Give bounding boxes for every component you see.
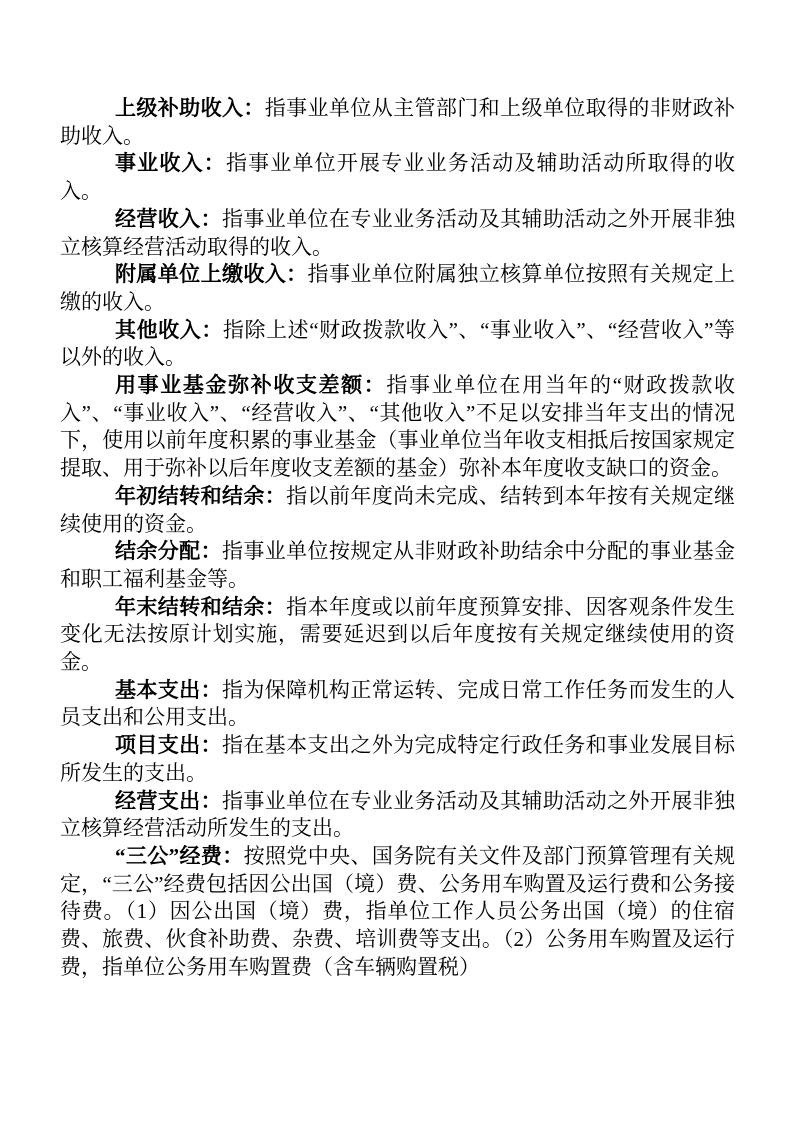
definition-paragraph xyxy=(60,594,735,677)
term-label: 经营支出： xyxy=(115,788,222,813)
definition-paragraph xyxy=(60,95,735,150)
term-definition: 指为保障机构正常运转、完成日常工作任务而发生的人员支出和公用支出。 xyxy=(60,677,736,730)
definition-paragraph xyxy=(60,483,735,538)
term-label: 年末结转和结余： xyxy=(115,594,287,619)
term-definition: 指在基本支出之外为完成特定行政任务和事业发展目标所发生的支出。 xyxy=(60,733,736,785)
definition-paragraph xyxy=(60,843,735,982)
definition-paragraph xyxy=(60,732,735,787)
definition-paragraph xyxy=(60,372,735,483)
definition-paragraph xyxy=(60,538,735,593)
term-label: “三公”经费： xyxy=(115,843,244,868)
term-definition: 指除上述“财政拨款收入”、“事业收入”、“经营收入”等以外的收入。 xyxy=(60,317,735,370)
term-label: 事业收入： xyxy=(115,151,226,176)
term-label: 经营收入： xyxy=(115,206,222,231)
term-definition: 指事业单位在专业业务活动及其辅助活动之外开展非独立核算经营活动所发生的支出。 xyxy=(60,788,736,841)
definition-paragraph xyxy=(60,206,735,261)
term-label: 用事业基金弥补收支差额： xyxy=(115,373,387,398)
definition-paragraph xyxy=(60,677,735,732)
definition-paragraph xyxy=(60,788,735,843)
term-definition: 指事业单位在专业业务活动及其辅助活动之外开展非独立核算经营活动取得的收入。 xyxy=(60,206,736,259)
document-body xyxy=(60,95,735,982)
definition-paragraph xyxy=(60,317,735,372)
term-definition: 指以前年度尚未完成、结转到本年按有关规定继续使用的资金。 xyxy=(60,483,736,536)
term-label: 基本支出： xyxy=(115,677,222,702)
term-definition: 指事业单位按规定从非财政补助结余中分配的事业基金和职工福利基金等。 xyxy=(60,539,736,591)
definition-paragraph xyxy=(60,150,735,205)
term-definition: 指事业单位附属独立核算单位按照有关规定上缴的收入。 xyxy=(60,262,736,314)
definition-paragraph xyxy=(60,261,735,316)
term-label: 附属单位上缴收入： xyxy=(115,262,308,287)
term-definition: 指事业单位开展专业业务活动及辅助活动所取得的收入。 xyxy=(60,151,736,204)
term-label: 项目支出： xyxy=(115,733,222,758)
term-label: 年初结转和结余： xyxy=(115,483,287,508)
term-definition: 指本年度或以前年度预算安排、因客观条件发生变化无法按原计划实施，需要延迟到以后年度按有关规定继续使用的资金。 xyxy=(60,594,736,675)
term-label: 结余分配： xyxy=(115,539,222,564)
term-definition: 按照党中央、国务院有关文件及部门预算管理有关规定，“三公”经费包括因公出国（境）费、公务用车购置及运行费和公务接待费。（1）因公出国（境）费，指单位工作人员公务出国（境）的住宿费、旅费、伙食补助费、杂费、培训费等支出。（2）公务用车购置及运行费，指单位公务用车购置费（含车辆购置税） xyxy=(60,843,735,979)
term-definition: 指事业单位从主管部门和上级单位取得的非财政补助收入。 xyxy=(60,96,735,148)
term-definition: 指事业单位在用当年的“财政拨款收入”、“事业收入”、“经营收入”、“其他收入”不足以安排当年支出的情况下，使用以前年度积累的事业基金（事业单位当年收支相抵后按国家规定提取、用于弥补以后年度收支差额的基金）弥补本年度收支缺口的资金。 xyxy=(60,373,736,481)
term-label: 其他收入： xyxy=(115,317,223,342)
term-label: 上级补助收入： xyxy=(115,96,265,120)
